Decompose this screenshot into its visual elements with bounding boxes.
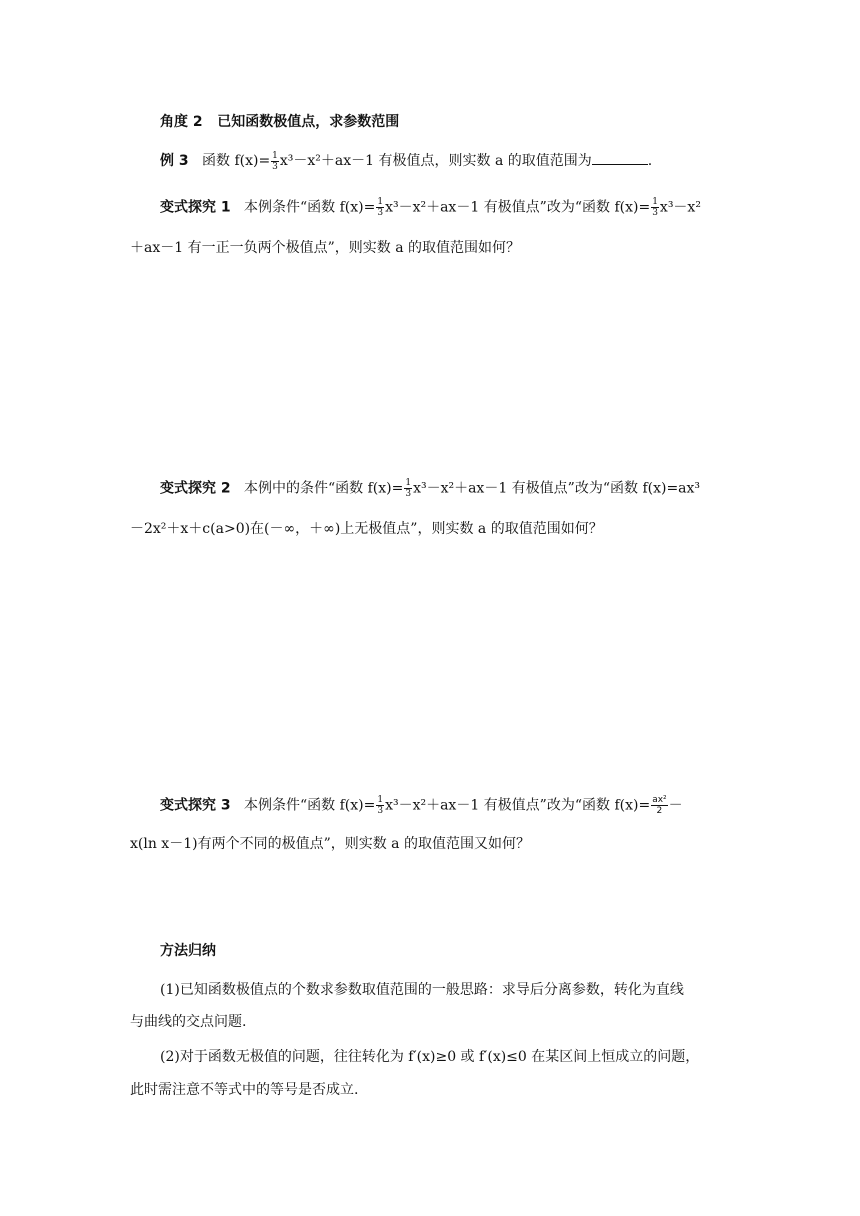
example-end: .: [647, 153, 653, 169]
variant1-text-c: x³－x²: [659, 199, 701, 216]
method-item2-line1: (2)对于函数无极值的问题，往往转化为 f′(x)≥0 或 f′(x)≤0 在某区间上恒成立的问题，: [160, 1049, 700, 1065]
fraction: $\frac{1}{3}$: [652, 197, 658, 218]
method-title: 方法归纳: [160, 943, 216, 959]
angle-label: 角度 2: [160, 114, 203, 130]
method-item2-line2: 此时需注意不等式中的等号是否成立.: [130, 1082, 359, 1098]
example-prefix: 函数: [201, 153, 235, 169]
variant3-label: 变式探究 3: [160, 797, 231, 814]
variant1-line1: [160, 197, 701, 218]
formula-rest: x³－x²＋ax－1: [385, 797, 484, 814]
variant2-text-a: 本例中的条件“函数: [243, 480, 368, 497]
variant1-line2: ＋ax－1 有一正一负两个极值点”，则实数 a 的取值范围如何？: [130, 240, 521, 256]
variant3-text-c: －: [668, 797, 683, 814]
example-label: 例 3: [160, 153, 189, 169]
variant3-text-b: 有极值点”改为“函数: [483, 797, 615, 814]
example-3: [160, 150, 652, 172]
answer-blank: [592, 150, 648, 165]
fraction: $\frac{1}{3}$: [377, 197, 384, 218]
formula-fx: f(x)=: [367, 480, 404, 497]
fraction-ax2: $\frac{\text{ax²}}{2}$: [652, 795, 667, 816]
angle-title: 已知函数极值点，求参数范围: [217, 114, 400, 130]
variant2-line1: [160, 478, 700, 499]
example-suffix: 有极值点，则实数 a 的取值范围为: [378, 153, 592, 169]
formula-rest: x³－x²＋ax－1: [385, 199, 484, 216]
fraction: $\frac{1}{3}$: [405, 478, 412, 499]
fraction: $\frac{1}{3}$: [377, 795, 384, 816]
formula-fx: f(x)=: [614, 199, 651, 216]
formula-fx: f(x)=: [339, 199, 376, 216]
formula-rest: x³－x²＋ax－1: [413, 480, 512, 497]
variant1-text-b: 有极值点”改为“函数: [483, 199, 615, 216]
variant2-label: 变式探究 2: [160, 480, 231, 497]
method-item1-line1: (1)已知函数极值点的个数求参数取值范围的一般思路：求导后分离参数，转化为直线: [160, 982, 684, 998]
variant2-text-c: f(x)=ax³: [642, 480, 701, 497]
formula-rest: x³－x²＋ax－1: [279, 153, 379, 169]
variant1-label: 变式探究 1: [160, 199, 231, 216]
angle-heading: [160, 112, 399, 132]
formula-gfx: f(x)=: [614, 797, 651, 814]
variant3-text-a: 本例条件“函数: [243, 797, 340, 814]
method-item1-line2: 与曲线的交点问题.: [130, 1014, 247, 1030]
variant3-line2: x(ln x－1)有两个不同的极值点”，则实数 a 的取值范围又如何？: [130, 836, 530, 852]
variant1-text-a: 本例条件“函数: [243, 199, 340, 216]
variant2-text-b: 有极值点”改为“函数: [511, 480, 643, 497]
formula-fx: f(x)=: [234, 153, 271, 169]
variant3-line1: [160, 795, 683, 816]
fraction: $\frac{1}{3}$: [272, 150, 278, 172]
variant2-line2: －2x²＋x＋c(a>0)在(－∞，＋∞)上无极值点”，则实数 a 的取值范围如何？: [130, 521, 603, 537]
formula-fx: f(x)=: [339, 797, 376, 814]
